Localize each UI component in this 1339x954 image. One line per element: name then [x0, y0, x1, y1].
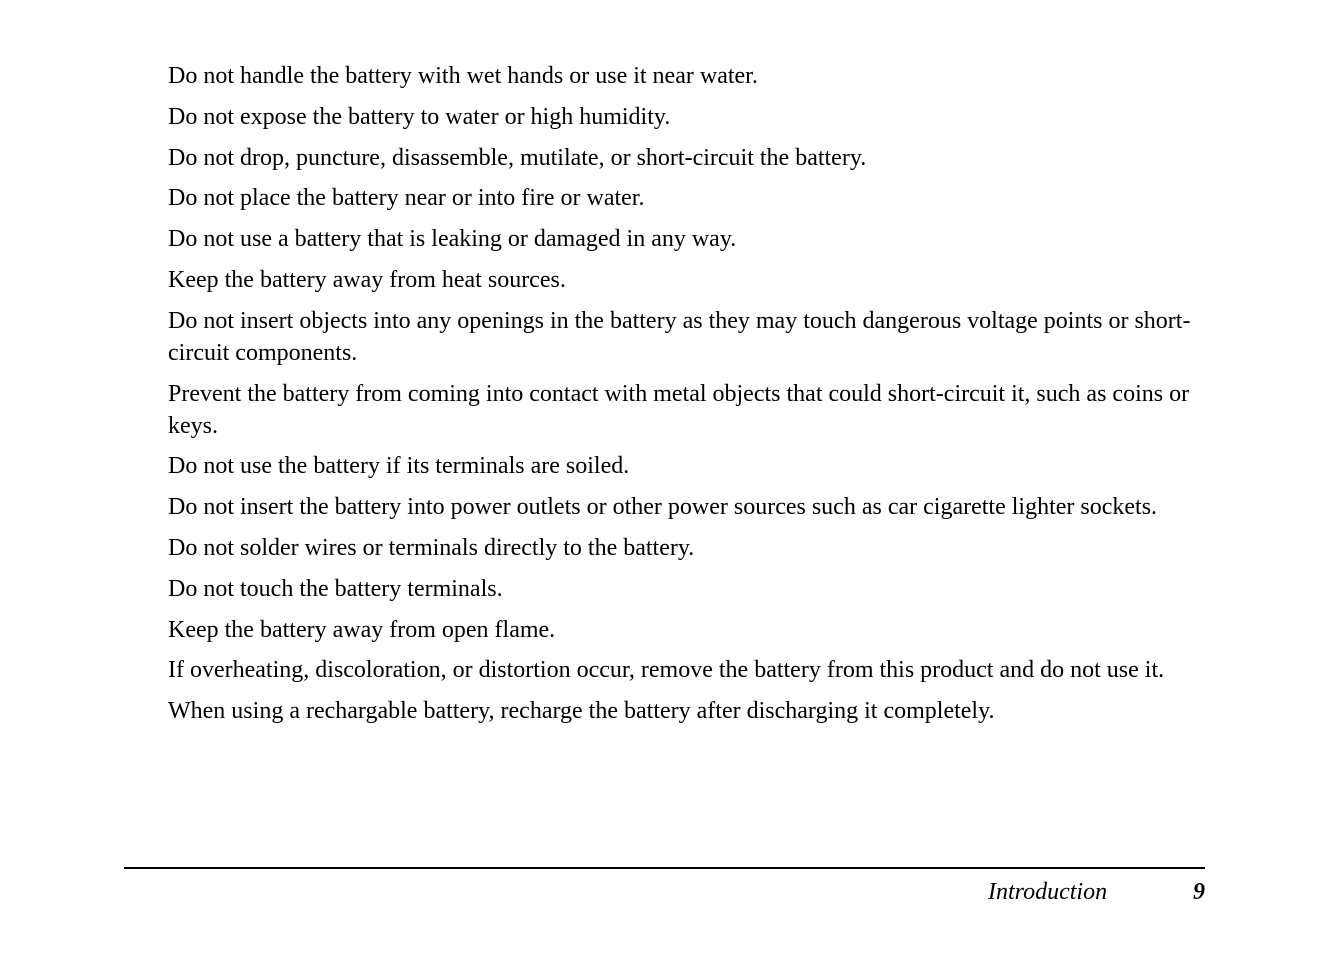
list-item: Do not touch the battery terminals. — [168, 575, 503, 602]
list-item: Do not solder wires or terminals directly to the battery. — [168, 534, 695, 561]
list-item: Do not use a battery that is leaking or damaged in any way. — [168, 226, 737, 253]
list-item: When using a rechargable battery, recharge the battery after discharging it completely. — [168, 698, 995, 725]
list-item: Do not handle the battery with wet hands or use it near water. — [168, 63, 758, 89]
list-item: Do not insert the battery into power outlets or other power sources such as car cigarette lighter sockets. — [168, 494, 1158, 521]
list-item: Do not insert objects into any openings in the battery as they may touch dangerous voltage points or short-circuit components. — [168, 307, 1191, 366]
page-number: 9 — [1193, 879, 1205, 905]
list-item: Prevent the battery from coming into contact with metal objects that could short-circuit it, such as coins or keys. — [168, 380, 1190, 439]
battery-safety-list — [168, 60, 1213, 736]
footer-divider — [124, 867, 1205, 869]
list-item: Keep the battery away from open flame. — [168, 616, 556, 643]
list-item: Do not place the battery near or into fire or water. — [168, 185, 645, 212]
list-item: Do not use the battery if its terminals are soiled. — [168, 453, 630, 480]
list-item: Do not expose the battery to water or high humidity. — [168, 103, 671, 130]
list-item: If overheating, discoloration, or distortion occur, remove the battery from this product and do not use it. — [168, 657, 1165, 684]
footer-section-title: Introduction — [988, 879, 1108, 905]
list-item: Keep the battery away from heat sources. — [168, 266, 566, 293]
list-item: Do not drop, puncture, disassemble, mutilate, or short-circuit the battery. — [168, 144, 867, 171]
